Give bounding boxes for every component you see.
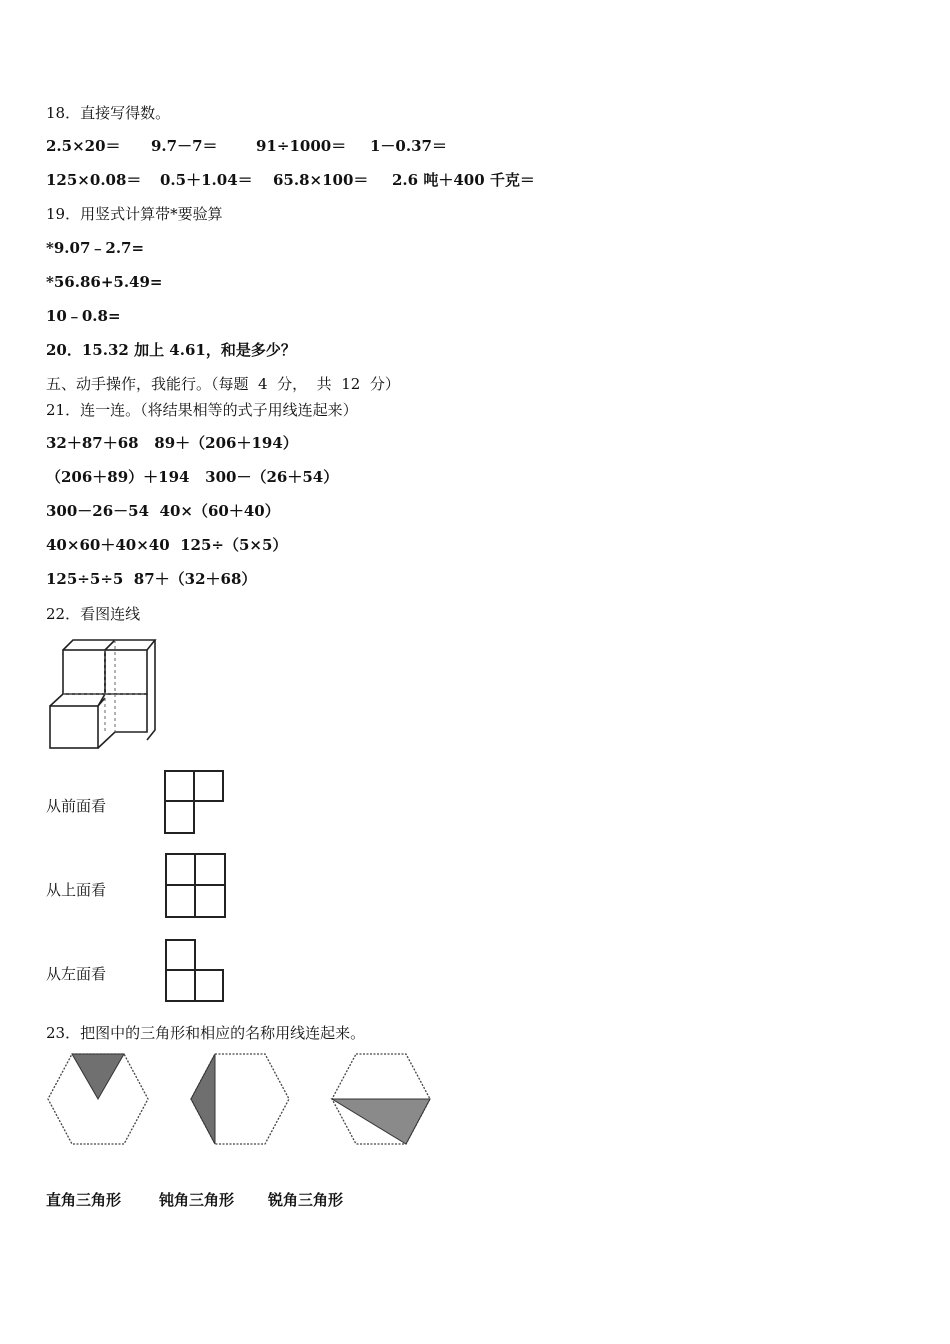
q21-row-1: 32＋87＋68 89＋（206＋194） [46, 434, 298, 452]
q18-r1-c3: 91÷1000＝ [256, 137, 347, 155]
q18-r2-c3: 65.8×100＝ [273, 171, 369, 189]
q21-row-3: 300－26－54 40×（60＋40） [46, 502, 280, 520]
q18-r1-c1: 2.5×20＝ [46, 137, 121, 155]
top-view-figure [164, 852, 228, 920]
q21-row-2: （206＋89）＋194 300－（26＋54） [46, 468, 339, 486]
cube-stack-figure [44, 634, 160, 754]
q19-title: 19．用竖式计算带*要验算 [46, 205, 223, 223]
hexagon-figure-2 [187, 1051, 293, 1147]
q19-item-2: *56.86+5.49= [46, 273, 163, 291]
triangle-label-acute: 锐角三角形 [268, 1191, 344, 1209]
left-view-figure [164, 937, 226, 1005]
front-view-figure [163, 768, 225, 836]
view-label-front: 从前面看 [46, 797, 107, 815]
q21-row-5: 125÷5÷5 87＋（32＋68） [46, 570, 257, 588]
q18-r1-c2: 9.7－7＝ [151, 137, 218, 155]
q22-title: 22．看图连线 [46, 605, 141, 623]
q18-r1-c4: 1－0.37＝ [370, 137, 447, 155]
view-label-top: 从上面看 [46, 881, 107, 899]
hexagon-figure-1 [44, 1051, 152, 1147]
view-label-left: 从左面看 [46, 965, 107, 983]
q21-title: 21．连一连。（将结果相等的式子用线连起来） [46, 401, 358, 419]
q23-title: 23．把图中的三角形和相应的名称用线连起来。 [46, 1024, 366, 1042]
q18-r2-c2: 0.5＋1.04＝ [160, 171, 253, 189]
section5-title: 五、动手操作，我能行。（每题 4 分， 共 12 分） [46, 375, 400, 393]
q19-item-1: *9.07﹣2.7= [46, 239, 145, 257]
q18-r2-c4: 2.6 吨＋400 千克＝ [392, 171, 535, 189]
triangle-label-right: 直角三角形 [46, 1191, 122, 1209]
q18-title: 18．直接写得数。 [46, 104, 171, 122]
q18-r2-c1: 125×0.08＝ [46, 171, 142, 189]
hexagon-figure-3 [328, 1051, 434, 1147]
triangle-label-obtuse: 钝角三角形 [159, 1191, 235, 1209]
q20-title: 20．15.32 加上 4.61，和是多少？ [46, 341, 296, 359]
q21-row-4: 40×60＋40×40 125÷（5×5） [46, 536, 288, 554]
q19-item-3: 10﹣0.8= [46, 307, 121, 325]
